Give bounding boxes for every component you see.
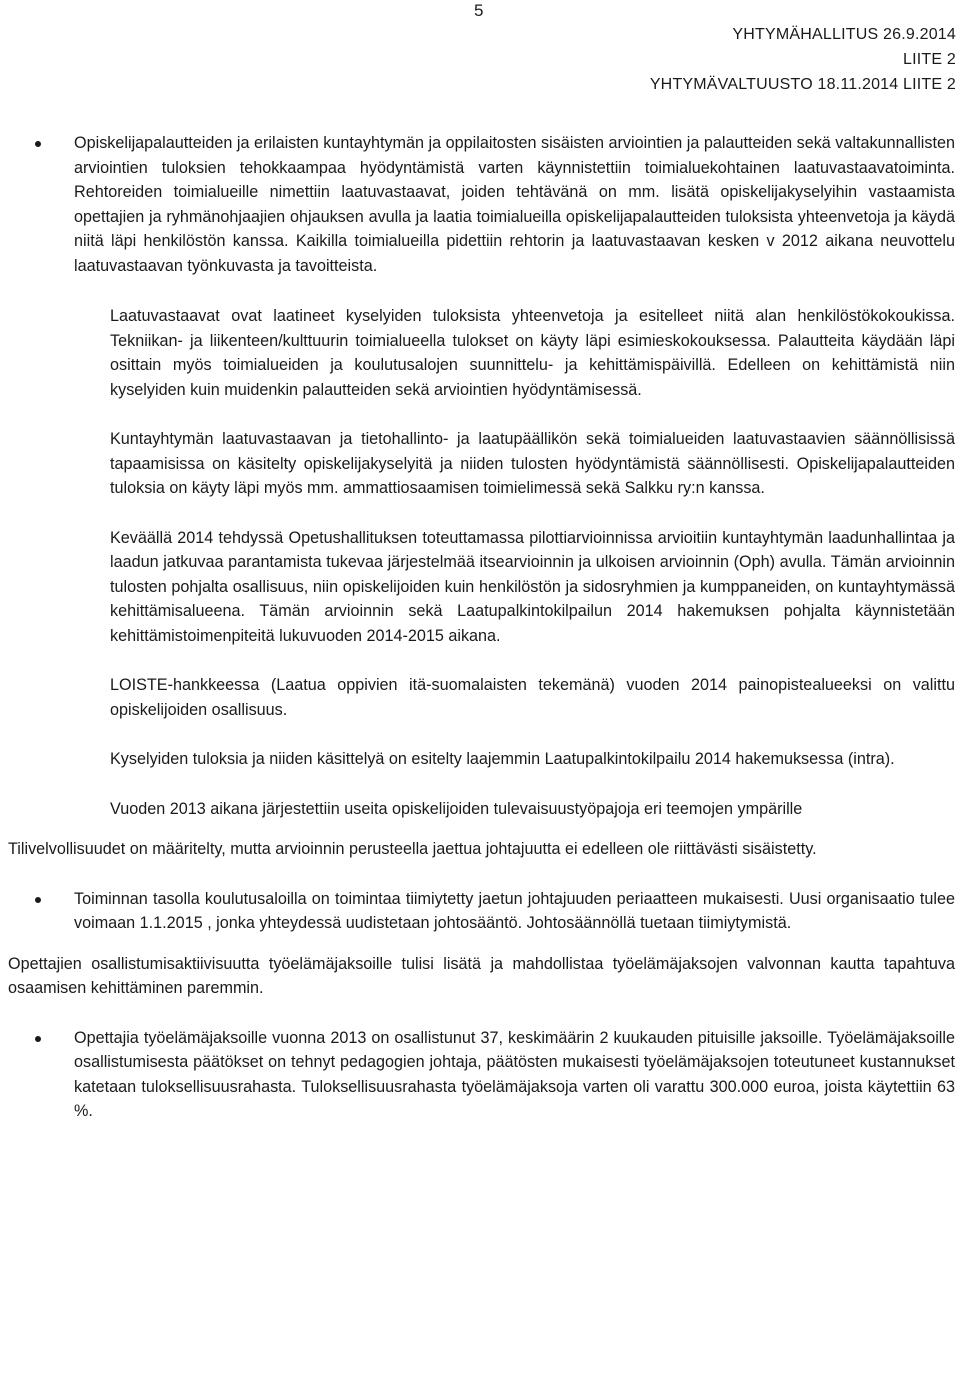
paragraph: Vuoden 2013 aikana järjestettiin useita opiskelijoiden tulevaisuustyöpajoja eri teemojen ympärille — [110, 799, 803, 818]
bullet-text: Opettajia työelämäjaksoille vuonna 2013 on osallistunut 37, keskimäärin 2 kuukauden pituisille jaksoille. Työelämäjaksoille osallistumisesta päätökset on tehnyt pedagogien johtaja, päätösten mukaisesti työelämäjaksojen toteutuneet kustannukset katetaan tuloksellisuusrahasta. Tuloksellisuusrahasta työelämäjaksoja varten oli varattu 300.000 euroa, joista käytettiin 63 %. — [74, 1028, 955, 1120]
paragraph: Opettajien osallistumisaktiivisuutta työelämäjaksoille tulisi lisätä ja mahdollistaa työelämäjaksojen valvonnan kautta tapahtuva osaamisen kehittäminen paremmin. — [8, 954, 955, 997]
bullet-item-1 — [8, 131, 955, 278]
bullet-item-2 — [8, 887, 955, 936]
bullet-icon — [35, 1036, 41, 1042]
paragraph: Laatuvastaavat ovat laatineet kyselyiden tuloksista yhteenvetoja ja esitelleet niitä alan henkilöstökokoukissa. Tekniikan- ja liikenteen/kulttuurin toimialueella tulokset on käyty läpi esimieskokouksessa. Palautteita käydään läpi osittain myös toimialueiden ja koulutusalojen suunnittelu- ja kehittämispäivillä. Edelleen on kehittämistä niin kyselyiden kuin muidenkin palautteiden sekä arviointien hyödyntämisessä. — [110, 307, 955, 399]
paragraph: LOISTE-hankkeessa (Laatua oppivien itä-suomalaisten tekemänä) vuoden 2014 painopistealueeksi on valittu opiskelijoiden osallisuus. — [110, 676, 955, 719]
paragraph: Tilivelvollisuudet on määritelty, mutta arvioinnin perusteella jaettua johtajuutta ei edelleen ole riittävästi sisäistetty. — [8, 840, 817, 858]
paragraph: Kuntayhtymän laatuvastaavan ja tietohallinto- ja laatupäällikön sekä toimialueiden laatuvastaavien säännöllisissä tapaamisissa on käsitelty opiskelijakyselyitä ja niiden tulosten hyödyntämistä säännöllisesti. Opiskelijapalautteiden tuloksia on käyty läpi myös mm. ammattiosaamisen toimielimessä sekä Salkku ry:n kanssa. — [110, 430, 955, 497]
bullet-icon — [35, 141, 41, 147]
bullet-icon — [35, 897, 41, 903]
header-attachment: LIITE 2 — [903, 51, 956, 68]
page-number: 5 — [474, 1, 484, 20]
document-body — [8, 131, 955, 1124]
bullet-item-3 — [8, 1026, 955, 1124]
bullet-text: Opiskelijapalautteiden ja erilaisten kuntayhtymän ja oppilaitosten sisäisten arviointien ja palautteiden sekä valtakunnallisten arviointien tuloksien tehokkaampaa hyödyntämistä varten käynnistettiin toimialuekohtainen laatuvastaavatoiminta. Rehtoreiden toimialueille nimettiin laatuvastaavat, joiden tehtävänä on mm. lisätä opiskelijakyselyihin vastaamista opettajien ja ryhmänohjaajien ohjauksen avulla ja laatia toimialueilla opiskelijapalautteiden tuloksista yhteenvetoja ja käydä niitä läpi henkilöstön kanssa. Kaikilla toimialueilla pidettiin rehtorin ja laatuvastaavan kesken v 2012 aikana neuvottelu laatuvastaavan työnkuvasta ja tavoitteista. — [74, 134, 955, 275]
header-board-date: YHTYMÄHALLITUS 26.9.2014 — [732, 26, 956, 43]
document-header — [650, 22, 956, 97]
bullet-text: Toiminnan tasolla koulutusaloilla on toimintaa tiimiytetty jaetun johtajuuden periaatteen mukaisesti. Uusi organisaatio tulee voimaan 1.1.2015 , jonka yhteydessä uudistetaan johtosääntö. Johtosäännöllä tuetaan tiimiytymistä. — [74, 889, 955, 932]
paragraph: Keväällä 2014 tehdyssä Opetushallituksen toteuttamassa pilottiarvioinnissa arvioitiin kuntayhtymän laadunhallintaa ja laadun jatkuvaa parantamista tukevaa järjestelmää itsearvioinnin ja ulkoisen arvioinnin (Oph) avulla. Tämän arvioinnin tulosten pohjalta osallisuus, niin opiskelijoiden kuin henkilöstön ja sidosryhmien ja kumppaneiden, on kuntayhtymässä kehittämisalueena. Tämän arvioinnin sekä Laatupalkintokilpailun 2014 hakemuksen pohjalta käynnistetään kehittämistoimenpiteitä lukuvuoden 2014-2015 aikana. — [110, 528, 955, 645]
header-council-date: YHTYMÄVALTUUSTO 18.11.2014 LIITE 2 — [649, 76, 956, 93]
paragraph: Kyselyiden tuloksia ja niiden käsittelyä on esitelty laajemmin Laatupalkintokilpailu 2014 hakemuksessa (intra). — [110, 750, 895, 768]
